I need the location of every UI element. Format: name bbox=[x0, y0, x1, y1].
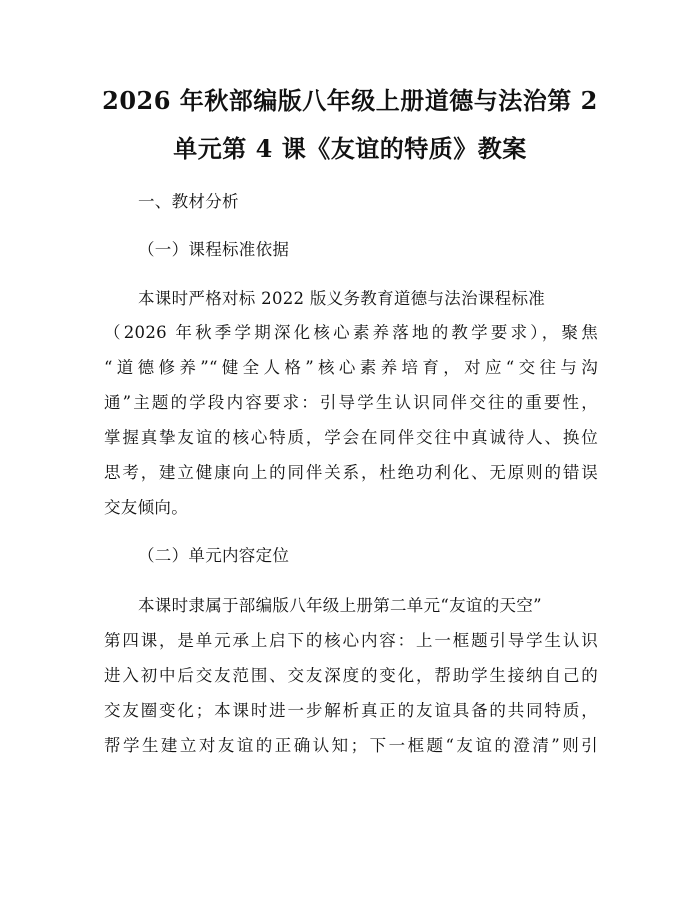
paragraph-2-line: 交友圈变化；本课时进一步解析真正的友谊具备的共同特质， bbox=[104, 701, 598, 720]
paragraph-2-line: 第四课，是单元承上启下的核心内容：上一框题引导学生认识 bbox=[104, 631, 598, 650]
section-heading-textbook-analysis: 一、教材分析 bbox=[138, 192, 239, 211]
paragraph-1-line: 思考，建立健康向上的同伴关系，杜绝功利化、无原则的错误 bbox=[104, 463, 598, 482]
paragraph-1-line: 本课时严格对标 2022 版义务教育道德与法治课程标准 bbox=[138, 289, 546, 308]
paragraph-1-line: 掌握真挚友谊的核心特质，学会在同伴交往中真诚待人、换位 bbox=[104, 428, 598, 447]
paragraph-1-line: 通”主题的学段内容要求：引导学生认识同伴交往的重要性， bbox=[104, 393, 598, 412]
subsection-heading-curriculum-basis: （一）课程标准依据 bbox=[138, 240, 290, 259]
subsection-heading-unit-positioning: （二）单元内容定位 bbox=[138, 546, 290, 565]
paragraph-2-line: 进入初中后交友范围、交友深度的变化，帮助学生接纳自己的 bbox=[104, 666, 598, 685]
paragraph-2-line: 帮学生建立对友谊的正确认知；下一框题“友谊的澄清”则引 bbox=[104, 736, 598, 755]
paragraph-1-line: （2026 年秋季学期深化核心素养落地的教学要求），聚焦 bbox=[104, 323, 598, 342]
paragraph-1-line: “道德修养”“健全人格”核心素养培育，对应“交往与沟 bbox=[104, 358, 598, 377]
document-title-line-2: 单元第 4 课《友谊的特质》教案 bbox=[173, 134, 527, 163]
document-title-line-1: 2026 年秋部编版八年级上册道德与法治第 2 bbox=[102, 86, 598, 115]
paragraph-1-line: 交友倾向。 bbox=[104, 498, 188, 517]
paragraph-2-line: 本课时隶属于部编版八年级上册第二单元“友谊的天空” bbox=[138, 596, 542, 615]
